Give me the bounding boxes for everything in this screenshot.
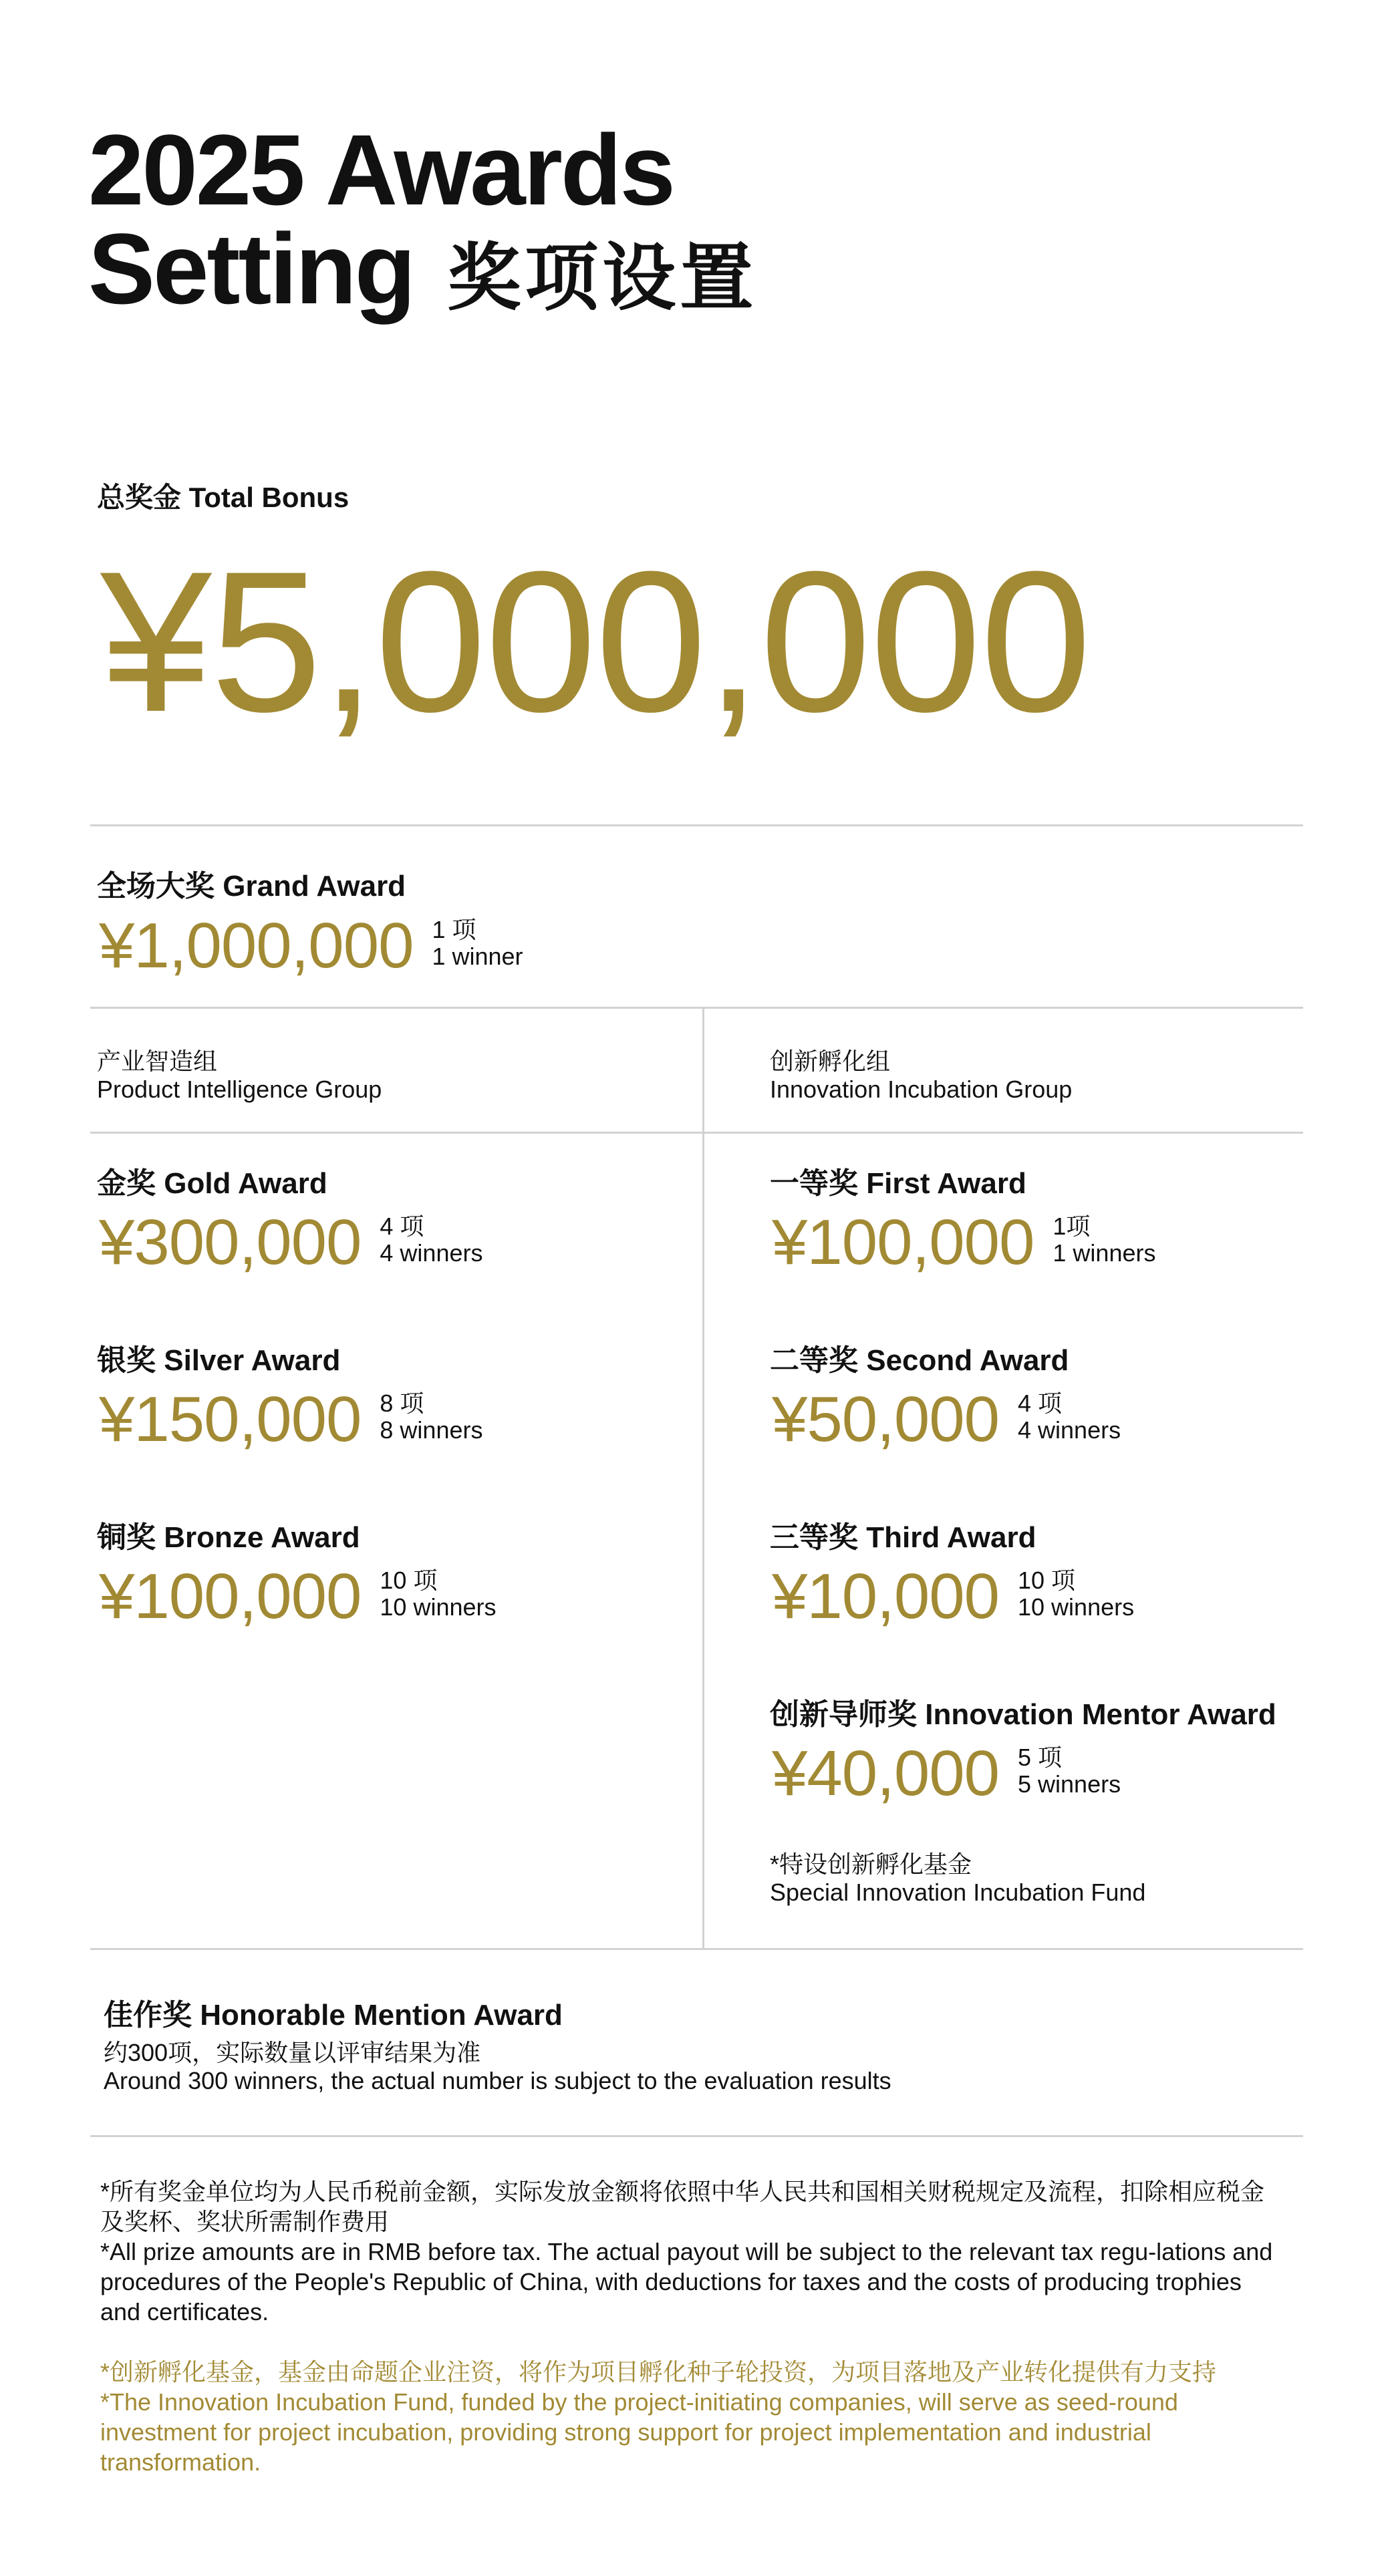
winners-en: 4 winners [380,1239,483,1267]
second-award-prize [772,1386,1121,1453]
divider [90,2135,1303,2137]
mentor-award-amount: ¥40,000 [772,1738,1000,1809]
winners-en: 1 winners [1053,1239,1156,1267]
winners-en: 10 winners [1018,1593,1135,1621]
fund-footnote [770,1850,1145,1907]
honorable-text-cn: 约300项，实际数量以评审结果为准 [104,2039,481,2066]
winners-en: 8 winners [380,1416,483,1444]
tax-note-en: *All prize amounts are in RMB before tax. The actual payout will be subject to the relevant tax regu-lations and procedures of the People's Republic of China, with deductions for taxes and the costs of producing trophies and certificates. [100,2238,1273,2325]
bronze-award-prize [99,1563,497,1630]
gold-award-winners [380,1213,482,1267]
first-award-title: 一等奖 First Award [770,1167,1026,1200]
winners-cn: 10 项 [1018,1567,1076,1594]
grand-award-prize [99,910,523,981]
winners-cn: 4 项 [1018,1390,1063,1417]
winners-cn: 4 项 [380,1213,424,1240]
gold-award-amount: ¥300,000 [99,1206,362,1278]
winners-cn: 1项 [1053,1213,1091,1240]
divider [90,1948,1303,1950]
second-award-winners [1018,1390,1121,1444]
tax-note [100,2177,1283,2327]
gold-award-title: 金奖 Gold Award [97,1167,327,1200]
third-award-winners [1018,1567,1134,1621]
winners-en: 1 winner [432,943,523,970]
group-name-cn: 创新孵化组 [770,1048,891,1075]
fund-note-cn: *特设创新孵化基金 [770,1850,972,1878]
third-award-prize [772,1563,1134,1630]
second-award-amount: ¥50,000 [772,1384,1000,1455]
third-award-title: 三等奖 Third Award [770,1521,1036,1554]
title-cn: 奖项设置 [447,237,758,319]
winners-cn: 10 项 [380,1567,438,1594]
bronze-award-amount: ¥100,000 [99,1561,362,1632]
winners-en: 10 winners [380,1593,497,1621]
winners-en: 4 winners [1018,1416,1121,1444]
honorable-text-en: Around 300 winners, the actual number is subject to the evaluation results [104,2067,891,2094]
silver-award-amount: ¥150,000 [99,1384,362,1455]
silver-award-prize [99,1386,482,1453]
group-name-en: Product Intelligence Group [97,1076,382,1103]
first-award-amount: ¥100,000 [772,1206,1034,1278]
third-award-amount: ¥10,000 [772,1561,1000,1632]
group-header-right [770,1048,1072,1104]
grand-award-title: 全场大奖 Grand Award [97,870,406,903]
first-award-winners [1053,1213,1155,1267]
tax-note-cn: *所有奖金单位均为人民币税前金额，实际发放金额将依照中华人民共和国相关财税规定及流程，扣除相应税金及奖杯、奖状所需制作费用 [100,2178,1265,2235]
winners-cn: 5 项 [1018,1744,1063,1771]
total-bonus-amount: ¥5,000,000 [100,529,1091,754]
winners-cn: 8 项 [380,1390,424,1417]
first-award-prize [772,1206,1156,1278]
honorable-text [104,2039,891,2095]
mentor-award-winners [1018,1744,1121,1798]
title-line1: 2025 Awards [88,114,674,226]
column-divider [702,1007,704,1948]
divider [90,1007,1303,1009]
group-header-left [97,1048,382,1104]
group-name-en: Innovation Incubation Group [770,1076,1073,1103]
fund-note-en: Special Innovation Incubation Fund [770,1879,1146,1906]
silver-award-winners [380,1390,482,1444]
mentor-award-prize [772,1740,1121,1807]
mentor-award-title: 创新导师奖 Innovation Mentor Award [770,1698,1276,1731]
gold-award-prize [99,1206,483,1278]
fund-note [100,2357,1283,2477]
total-bonus-label: 总奖金 Total Bonus [97,482,350,513]
silver-award-title: 银奖 Silver Award [97,1344,341,1377]
honorable-title: 佳作奖 Honorable Mention Award [104,1999,563,2032]
fund-note-cn: *创新孵化基金，基金由命题企业注资，将作为项目孵化种子轮投资，为项目落地及产业转化提供有力支持 [100,2358,1217,2386]
fund-note-en: *The Innovation Incubation Fund, funded by the project-initiating companies, will serve as seed-round investment for project incubation, providing strong support for project implementation and industrial transformation. [100,2388,1178,2476]
page-title [88,114,758,328]
group-name-cn: 产业智造组 [97,1048,218,1075]
divider [90,1132,1303,1134]
bronze-award-winners [380,1567,496,1621]
winners-cn: 1 项 [432,916,476,943]
second-award-title: 二等奖 Second Award [770,1344,1069,1377]
winners-en: 5 winners [1018,1770,1121,1798]
grand-award-amount: ¥1,000,000 [99,910,414,981]
grand-award-winners [432,917,523,970]
bronze-award-title: 铜奖 Bronze Award [97,1521,360,1554]
divider [90,824,1303,826]
title-line2: Setting [88,212,414,325]
